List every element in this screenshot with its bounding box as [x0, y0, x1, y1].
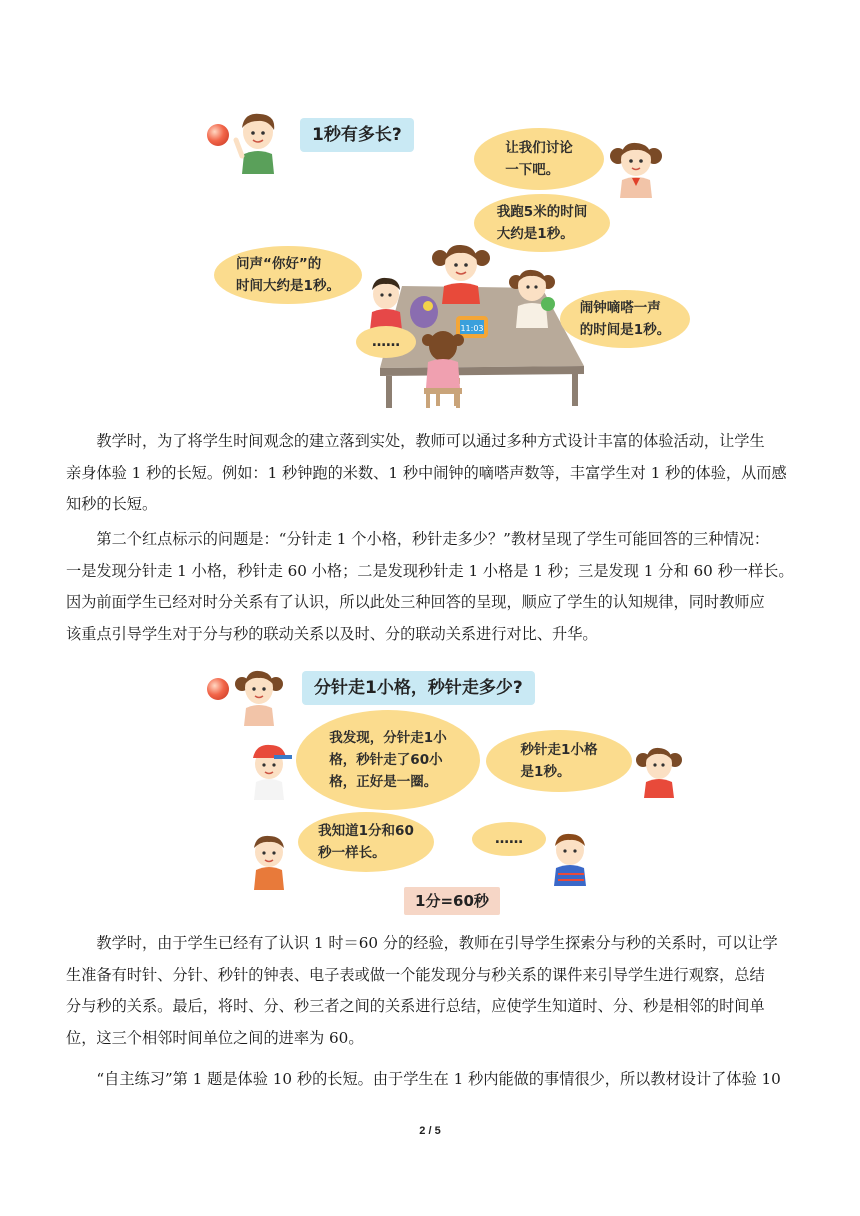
text-line: 该重点引导学生对于分与秒的联动关系以及时、分的联动关系进行对比、升华。: [66, 624, 598, 643]
page-number: 2 / 5: [419, 1125, 441, 1137]
text-line: 生准备有时针、分针、秒针的钟表、电子表或做一个能发现分与秒关系的课件来引导学生进行观察，总结: [66, 965, 765, 984]
second-hand-bubble: 秒针走1小格 是1秒。: [486, 730, 632, 792]
clock-display: 11:03: [460, 324, 484, 333]
text-line: 位，这三个相邻时间单位之间的进率为 60。: [66, 1028, 364, 1047]
dots-bubble: ……: [472, 822, 546, 856]
text-line: 教学时，为了将学生时间观念的建立落到实处，教师可以通过多种方式设计丰富的体验活动，让学生: [66, 432, 765, 450]
text-line: 亲身体验 1 秒的长短。例如：1 秒钟跑的米数、1 秒中闹钟的嘀嗒声数等，丰富学生对 1 秒的体验，从而感: [66, 463, 787, 482]
girl-right-illustration: [634, 744, 684, 798]
run-bubble: 我跑5米的时间 大约是1秒。: [474, 194, 610, 252]
formula-box: 1分=60秒: [404, 887, 500, 915]
girl-asking-illustration: [232, 666, 286, 726]
text-line: 教学时，由于学生已经有了认识 1 时＝60 分的经验，教师在引导学生探索分与秒的关系时，可以让学: [66, 934, 778, 952]
boy-cap-illustration: [244, 740, 294, 800]
discuss-bubble: 让我们讨论 一下吧。: [474, 128, 604, 190]
text-line: 分与秒的关系。最后，将时、分、秒三者之间的关系进行总结，应使学生知道时、分、秒是相邻的时间单: [66, 997, 765, 1015]
paragraph-self-practice: [66, 1064, 794, 1096]
dots-bubble: ……: [356, 326, 416, 358]
question-bubble: 分针走1小格，秒针走多少?: [302, 671, 535, 705]
question-bubble: 1秒有多长?: [300, 118, 414, 152]
text-line: 一是发现分针走 1 小格，秒针走 60 小格；二是发现秒针走 1 小格是 1 秒；三是发现 1 分和 60 秒一样长。: [66, 561, 794, 580]
text-line: “自主练习”第 1 题是体验 10 秒的长短。由于学生在 1 秒内能做的事情很少，所以教材设计了体验 10: [66, 1070, 781, 1088]
know-bubble: 我知道1分和60 秒一样长。: [298, 812, 434, 872]
paragraph-teaching-minute-second: [66, 928, 794, 1054]
text-line: 因为前面学生已经对时分关系有了认识，所以此处三种回答的呈现，顺应了学生的认知规律，同时教师应: [66, 593, 765, 611]
hello-bubble: 问声“你好”的 时间大约是1秒。: [214, 246, 362, 304]
boy-right-illustration: [544, 830, 596, 886]
alarm-bubble: 闹钟嘀嗒一声 的时间是1秒。: [560, 290, 690, 348]
boy-left-illustration: [244, 832, 294, 890]
found-bubble: 我发现，分针走1小 格，秒针走了60小 格，正好是一圈。: [296, 710, 480, 810]
text-line: 知秒的长短。: [66, 495, 158, 513]
text-line: 第二个红点标示的问题是：“分针走 1 个小格，秒针走多少？”教材呈现了学生可能回答的三种情况：: [66, 530, 770, 548]
red-dot-icon: [207, 678, 229, 700]
